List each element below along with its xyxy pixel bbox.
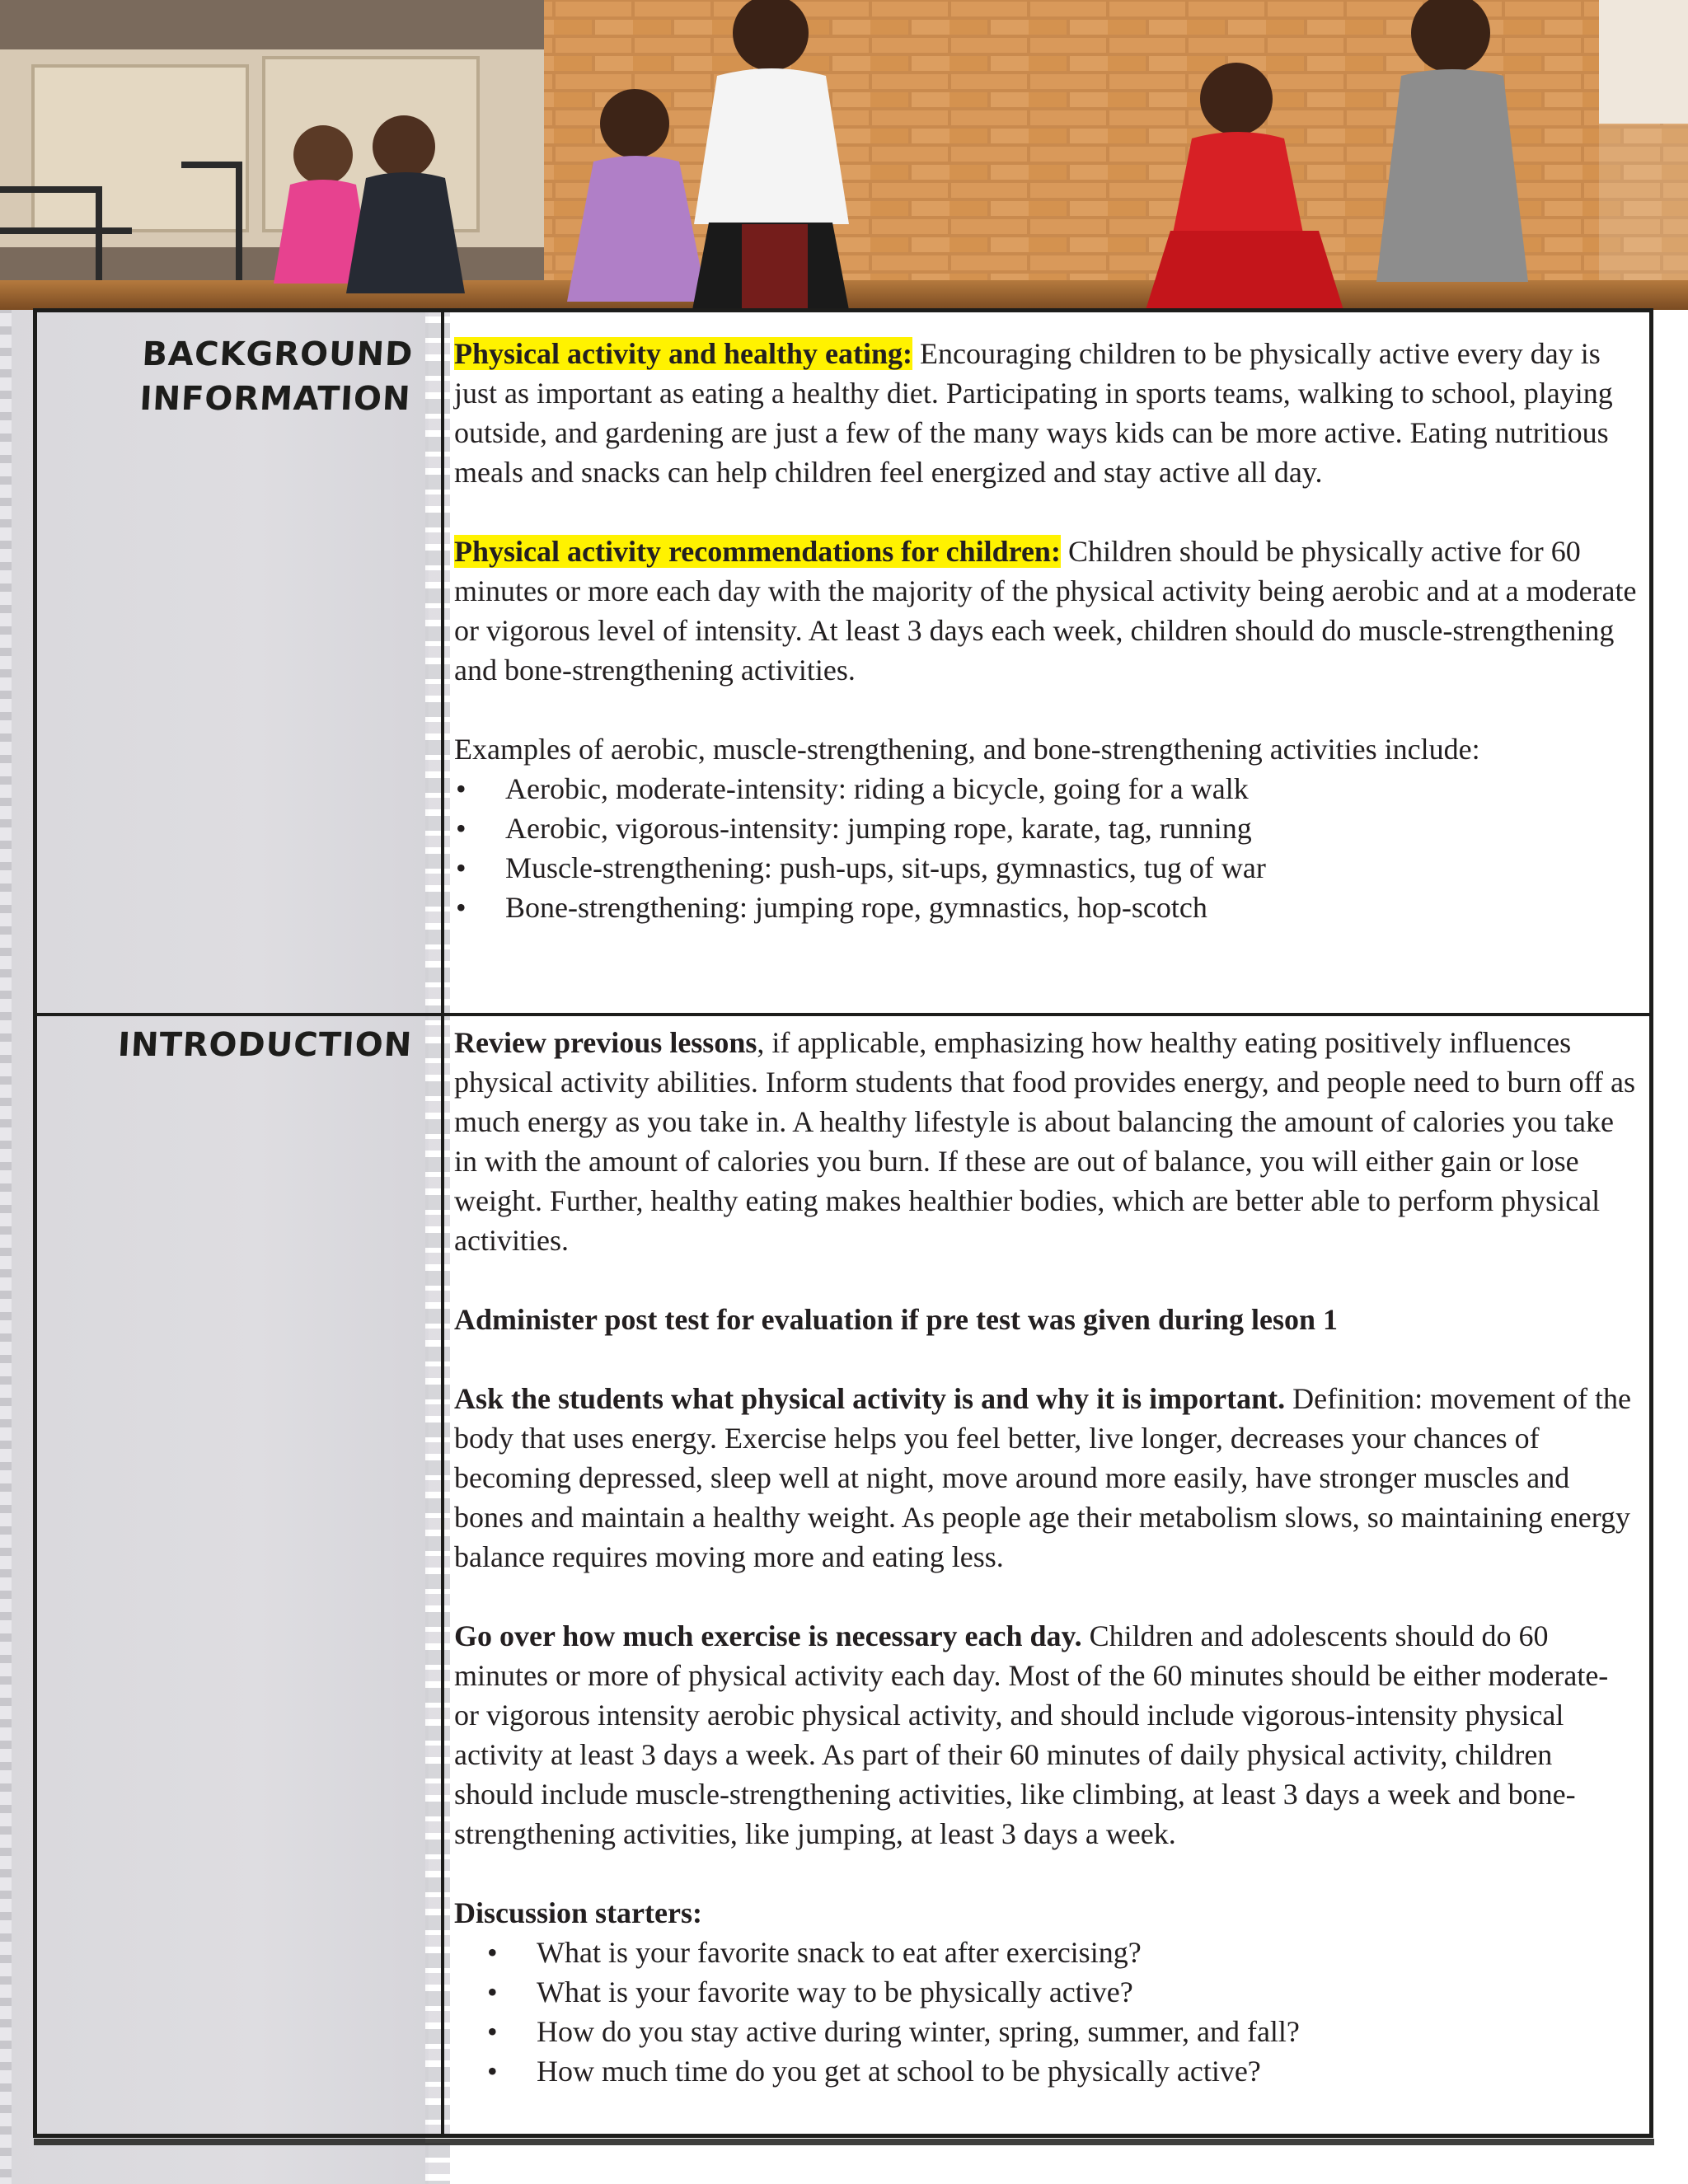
examples-list: [454, 769, 1638, 927]
paragraph: Ask the students what physical activity is and why it is important. Definition: movement of the body that uses energy. Exercise helps you feel better, live longer, decreases your chances of becoming depressed, sleep well at night, move around more easily, have stronger muscles and bones and maintain a healthy weight. As people age their metabolism slows, so maintaining energy balance requires moving more and eating less.: [454, 1382, 1632, 1573]
lesson-table: [33, 308, 1653, 2138]
list-item: • How do you stay active during winter, spring, summer, and fall?: [454, 2012, 1638, 2051]
header-photo: [0, 0, 1688, 310]
list-item: • What is your favorite way to be physically active?: [454, 1972, 1638, 2012]
paragraph: Go over how much exercise is necessary each day. Children and adolescents should do 60 minutes or more of physical activity each day. Most of the 60 minutes should be either moderate- or vigorous intensity aerobic physical activity, and should include vigorous-intensity physical activity at least 3 days a week. As part of their 60 minutes of daily physical activity, children should include muscle-strengthening activities, like climbing, at least 3 days a week and bone-strengthening activities, like jumping, at least 3 days a week.: [454, 1619, 1609, 1850]
paragraph: Physical activity recommendations for children: Children should be physically active for 60 minutes or more each day with the majority of the physical activity being aerobic and at a moderate or vigorous level of intensity. At least 3 days each week, children should do muscle-strengthening and bone-strengthening activities.: [454, 535, 1637, 687]
introduction-row: [37, 1016, 1649, 2134]
list-item: • Muscle-strengthening: push-ups, sit-ups, gymnastics, tug of war: [454, 848, 1638, 888]
paragraph: Physical activity and healthy eating: Encouraging children to be physically active every day is just as important as eating a healthy diet. Participating in sports teams, walking to school, playing outside, and gardening are just a few of the many ways kids can be more active. Eating nutritious meals and snacks can help children feel energized and stay active all day.: [454, 337, 1613, 489]
list-item: • Bone-strengthening: jumping rope, gymnastics, hop-scotch: [454, 888, 1638, 927]
discussion-list: [454, 1933, 1638, 2091]
children-running-photo: [0, 0, 1688, 310]
background-information-heading: BACKGROUND INFORMATION: [138, 335, 415, 418]
paragraph: Review previous lessons, if applicable, emphasizing how healthy eating positively influences physical activity abilities. Inform students that food provides energy, and people need to burn off as much energy as you take in. A healthy lifestyle is about balancing the amount of calories you take in with the amount of calories you burn. If these are out of balance, you will either gain or lose weight. Further, healthy eating makes healthier bodies, which are better able to perform physical activities.: [454, 1026, 1635, 1257]
list-item: • How much time do you get at school to be physically active?: [454, 2051, 1638, 2091]
column-divider: [441, 1016, 444, 2134]
introduction-heading: INTRODUCTION: [116, 1026, 414, 1064]
examples-intro: Examples of aerobic, muscle-strengthening, and bone-strengthening activities include:: [454, 733, 1480, 766]
column-divider: [441, 312, 444, 1013]
list-item: • Aerobic, vigorous-intensity: jumping rope, karate, tag, running: [454, 808, 1638, 848]
post-test-instruction: Administer post test for evaluation if pre test was given during leson 1: [454, 1303, 1339, 1336]
introduction-content: [454, 1023, 1638, 2091]
discussion-title: Discussion starters:: [454, 1896, 702, 1929]
background-content: [454, 334, 1638, 927]
list-item: • Aerobic, moderate-intensity: riding a bicycle, going for a walk: [454, 769, 1638, 808]
highlighted-lead: Physical activity recommendations for children:: [454, 535, 1061, 568]
list-item: • What is your favorite snack to eat after exercising?: [454, 1933, 1638, 1972]
highlighted-lead: Physical activity and healthy eating:: [454, 337, 912, 370]
background-information-row: [37, 312, 1649, 1016]
